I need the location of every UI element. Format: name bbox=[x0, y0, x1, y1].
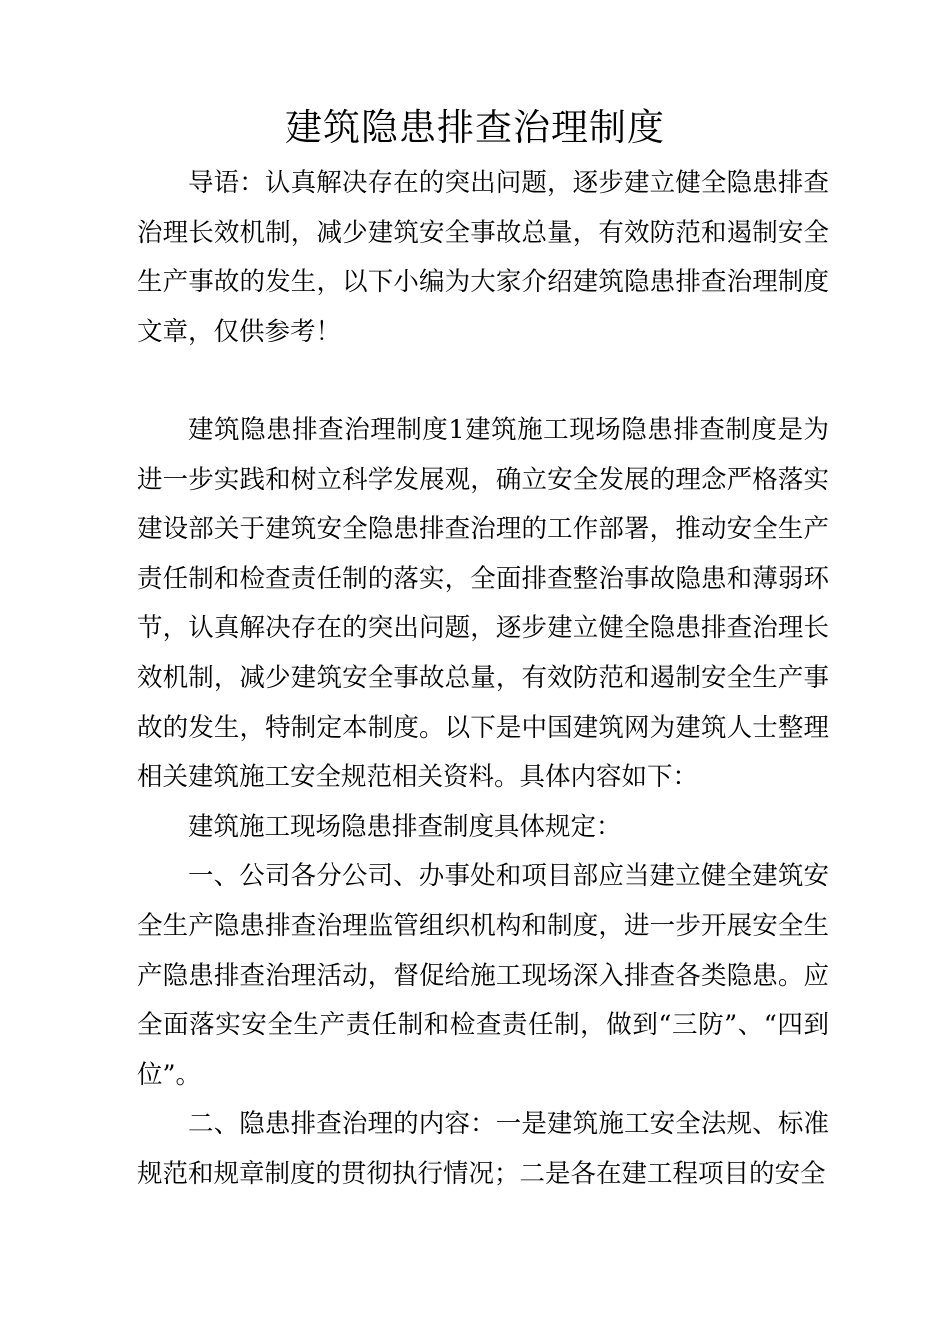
document-title: 建筑隐患排查治理制度 bbox=[285, 106, 665, 149]
paragraph-2: 建筑施工现场隐患排查制度具体规定： bbox=[188, 811, 622, 842]
intro-paragraph: 导语：认真解决存在的突出问题，逐步建立健全隐患排查治理长效机制，减少建筑安全事故总量，有效防范和遏制安全生产事故的发生，以下小编为大家介绍建筑隐患排查治理制度文章，仅供参考！ bbox=[137, 168, 829, 347]
paragraph-1: 建筑隐患排查治理制度1建筑施工现场隐患排查制度是为进一步实践和树立科学发展观，确立安全发展的理念严格落实建设部关于建筑安全隐患排查治理的工作部署，推动安全生产责任制和检查责任制的落实，全面排查整治事故隐患和薄弱环节，认真解决存在的突出问题，逐步建立健全隐患排查治理长效机制，减少建筑安全事故总量，有效防范和遏制安全生产事故的发生，特制定本制度。以下是中国建筑网为建筑人士整理相关建筑施工安全规范相关资料。具体内容如下： bbox=[137, 415, 829, 793]
main-section bbox=[137, 406, 829, 1200]
paragraph-3: 一、公司各分公司、办事处和项目部应当建立健全建筑安全生产隐患排查治理监管组织机构和制度，进一步开展安全生产隐患排查治理活动，督促给施工现场深入排查各类隐患。应全面落实安全生产责任制和检查责任制，做到“三防”、“四到位”。 bbox=[137, 861, 829, 1090]
intro-section bbox=[137, 159, 829, 357]
paragraph-4: 二、隐患排查治理的内容：一是建筑施工安全法规、标准规范和规章制度的贯彻执行情况；二是各在建工程项目的安全 bbox=[137, 1109, 829, 1189]
